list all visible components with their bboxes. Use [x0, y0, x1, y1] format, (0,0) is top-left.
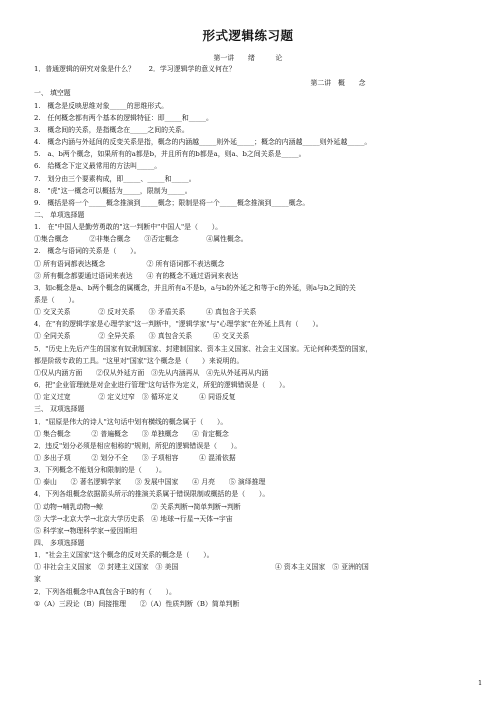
text-line: 8. "虎"这一概念可以概括为_____，限制为_____。 — [34, 186, 192, 195]
text-line: 5．"历史上先后产生的国家有奴隶制国家、封建制国家、资本主义国家、社会主义国家。无论何种类型的国家， — [34, 344, 373, 353]
text-line: ①仅从内涵方面 ②仅从外延方面 ③先从内涵再从 ④先从外延再从内涵 — [34, 368, 269, 377]
text-line: 第二讲 概 念 — [310, 79, 366, 87]
text-line: 都是阶级专政的工具。"这里对"国家"这个概念是（ ）来说明的。 — [34, 356, 244, 365]
text-line: ① 定义过宽 ② 定义过窄 ③ 循环定义 ④ 同语反复 — [34, 393, 236, 402]
page-title: 形式逻辑练习题 — [202, 28, 294, 43]
text-line: ① 交叉关系 ② 反对关系 ③ 矛盾关系 ④ 真包含于关系 — [34, 308, 257, 317]
text-line: 第一讲 绪 论 — [213, 54, 283, 62]
text-line: ① 动物→哺乳动物→鲸 ② 关系判断→简单判断→判断 — [34, 502, 241, 511]
text-line: ① 所有语词都表达概念 ② 所有语词都不表达概念 — [34, 259, 225, 268]
text-line: 6. 给概念下定义最常用的方法叫_____。 — [34, 162, 162, 171]
text-line: ③ 所有概念都要通过语词来表达 ④ 有的概念不通过语词来表达 — [34, 271, 239, 280]
text-line: 4．下列各组概念依据箭头所示的推演关系属于错误限制或概括的是（ ）。 — [34, 490, 270, 499]
text-line: 1．"屈原是伟大的诗人"这句话中划有横线的概念属于（ ）。 — [34, 417, 228, 426]
text-line: 四、 多项选择题 — [34, 539, 85, 547]
text-line: ①集合概念 ②非集合概念 ③否定概念 ④属性概念。 — [34, 235, 248, 244]
text-line: ① 集合概念 ② 普遍概念 ③ 单独概念 ④ 肯定概念 — [34, 429, 229, 438]
text-line: ① 全同关系 ② 全异关系 ③ 真包含关系 ④ 交叉关系 — [34, 332, 250, 341]
text-line: 4. 概念内涵与外延间的反变关系是指，概念的内涵越_____则外延_____；概念的内涵越_____则外延越_____。 — [34, 138, 372, 147]
text-line: 2．下列各组概念中A真包含于B的有（ ）。 — [34, 587, 176, 596]
text-line: ③ 大学→北京大学→北京大学历史系 ④ 地球→行星→天体→宇宙 — [34, 514, 233, 523]
text-line: 家 — [34, 575, 41, 584]
text-line: 7. 划分由三个要素构成，即_____、_____和_____。 — [34, 174, 196, 183]
text-line: 1. 在"中国人是勤劳勇敢的"这一判断中"中国人"是（ ）。 — [34, 223, 223, 232]
text-line: 5. a、b两个概念，如果所有的a都是b，并且所有的b都是a，则a、b之间关系是_____。 — [34, 150, 306, 159]
text-line: ①（A）三段论（B）间接推理 ②（A）性质判断（B）简单判断 — [34, 599, 240, 608]
text-line: ① 泰山 ② 著名逻辑学家 ③ 发展中国家 ④ 月亮 ⑤ 演绎推理 — [34, 478, 266, 487]
text-line: 系是（ ）。 — [34, 296, 79, 304]
text-line: 3．下列概念不能划分和限制的是（ ）。 — [34, 466, 166, 475]
text-line: 2．违反"划分必须是相应相称的"规则，所犯的逻辑错误是（ ）。 — [34, 441, 242, 450]
page-number: 1 — [478, 679, 483, 687]
text-line: 4．在"有的逻辑学家是心理学家"这一判断中，"逻辑学家"与"心理学家"在外延上具有（ ）。 — [34, 320, 323, 329]
text-line: 一、 填空题 — [34, 89, 71, 98]
text-line: 2. 任何概念都有两个基本的逻辑特征：即_____和_____。 — [34, 113, 213, 122]
text-line: 3. 概念间的关系，是指概念在_____之间的关系。 — [34, 125, 189, 134]
text-line: 9. 概括是将一个_____概念推演到_____概念；限制是将一个_____概念推演到_____概念。 — [34, 198, 310, 207]
text-line: 6．把"企业管理就是对企业进行管理"这句话作为定义，所犯的逻辑错误是（ ）。 — [34, 381, 290, 390]
text-line: ① 非社会主义国家 ② 封建主义国家 ③ 美国 ④ 资本主义国家 ⑤ 亚洲的国 — [34, 563, 369, 572]
text-line: ⑤ 科学家→物理科学家→爱因斯坦 — [34, 526, 138, 535]
text-line: 1．普通逻辑的研究对象是什么？ 2．学习逻辑学的意义何在？ — [34, 65, 236, 74]
text-line: 2. 概念与语词的关系是（ ）。 — [34, 247, 141, 256]
text-line: 1. 概念是反映思维对象_____的思维形式。 — [34, 101, 169, 110]
text-line: 三、 双项选择题 — [34, 405, 85, 414]
text-line: 1．"社会主义国家"这个概念的反对关系的概念是（ ）。 — [34, 551, 214, 560]
text-line: 二、 单项选择题 — [34, 210, 85, 219]
text-line: 3．如c概念是a、b两个概念的属概念，并且所有a不是b，a与b的外延之和等于c的外延，则a与b之间的关 — [34, 283, 356, 292]
text-line: ① 多出子项 ② 划分不全 ③ 子项相容 ④ 混淆依据 — [34, 453, 236, 462]
